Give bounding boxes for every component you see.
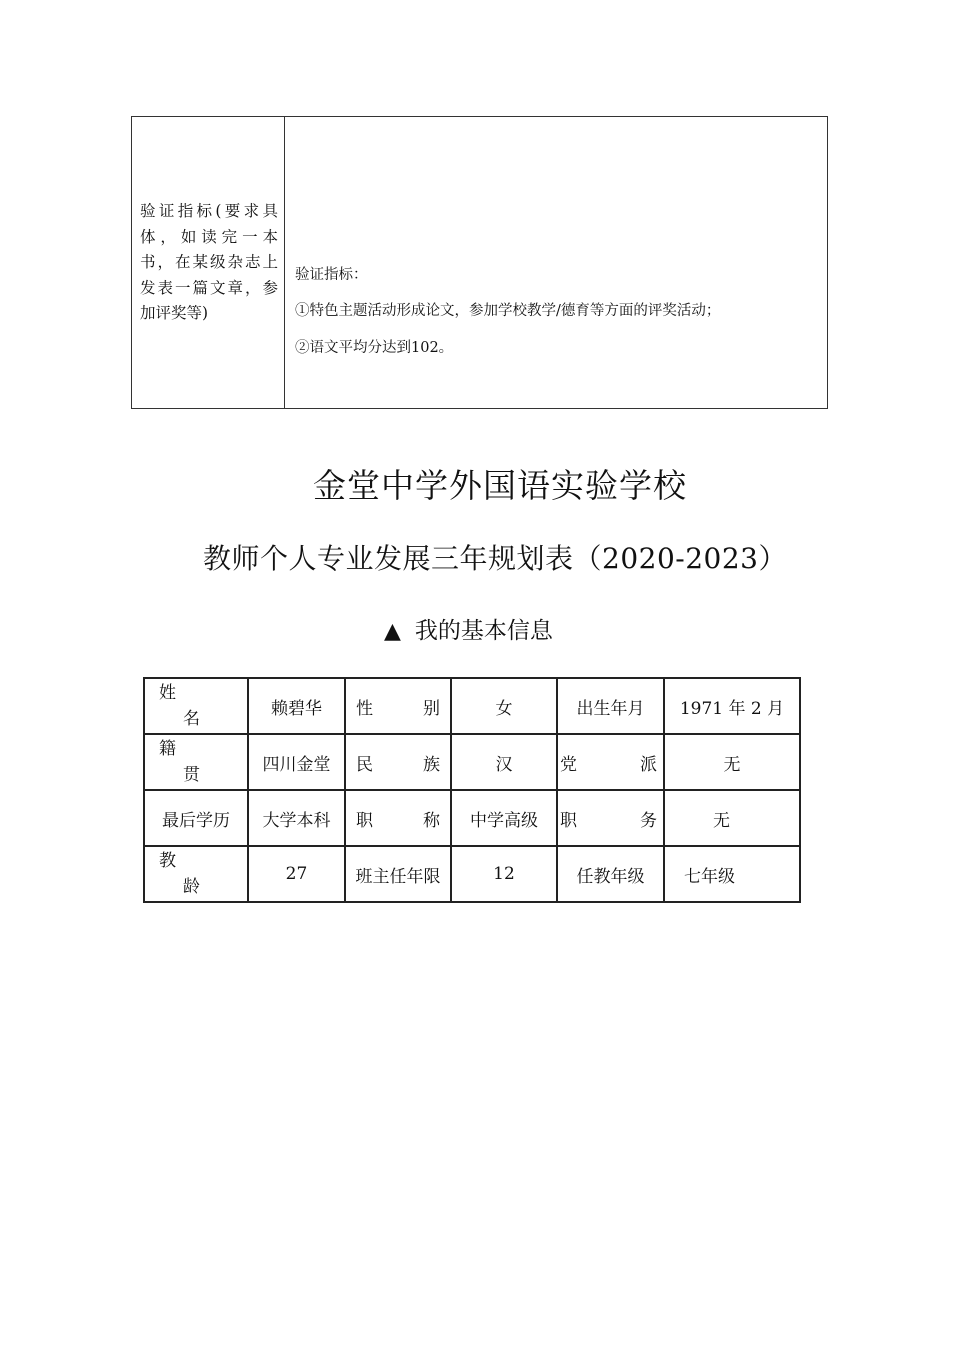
origin-label-1: 籍 <box>159 739 176 759</box>
title-label-cell <box>345 790 451 846</box>
verification-item-1: ①特色主题活动形成论文，参加学校教学/德育等方面的评奖活动； <box>295 303 721 319</box>
verification-table <box>131 116 828 409</box>
gender-label-1: 性 <box>356 698 373 719</box>
table-row <box>144 678 800 734</box>
party-label-1: 党 <box>560 754 577 775</box>
verification-label: 验证指标(要求具体，如读完一本书，在某级杂志上发表一篇文章，参加评奖等) <box>140 202 278 322</box>
origin-label-cell <box>144 734 248 790</box>
gender-label-2: 别 <box>423 698 440 719</box>
section-heading-text: 我的基本信息 <box>414 618 553 644</box>
position-label-1: 职 <box>560 810 577 831</box>
title-label-2: 称 <box>423 810 440 831</box>
party-value: 无 <box>664 734 800 790</box>
ethnic-label-1: 民 <box>356 754 373 775</box>
ethnic-value: 汉 <box>451 734 557 790</box>
verification-content-cell <box>285 117 828 409</box>
birth-value: 1971 年 2 月 <box>664 678 800 734</box>
origin-value: 四川金堂 <box>248 734 345 790</box>
table-row <box>144 846 800 902</box>
table-row <box>144 790 800 846</box>
teaching-age-value: 27 <box>248 846 345 902</box>
school-title: 金堂中学外国语实验学校 <box>313 466 687 505</box>
head-teacher-label: 班主任年限 <box>345 846 451 902</box>
position-value: 无 <box>664 790 800 846</box>
verification-heading: 验证指标： <box>295 267 368 283</box>
education-value: 大学本科 <box>248 790 345 846</box>
ethnic-label-cell <box>345 734 451 790</box>
triangle-icon: ▲ <box>384 619 401 644</box>
teaching-age-label-2: 龄 <box>183 877 200 897</box>
basic-info-table <box>143 677 801 903</box>
title-label-1: 职 <box>356 810 373 831</box>
position-label-2: 务 <box>640 810 657 831</box>
position-label-cell <box>557 790 664 846</box>
name-label-2: 名 <box>183 709 200 729</box>
teaching-age-label-cell <box>144 846 248 902</box>
origin-label-2: 贯 <box>183 765 200 785</box>
name-label-1: 姓 <box>159 683 176 703</box>
name-label-cell <box>144 678 248 734</box>
gender-value: 女 <box>451 678 557 734</box>
grade-label: 任教年级 <box>557 846 664 902</box>
head-teacher-value: 12 <box>451 846 557 902</box>
birth-label: 出生年月 <box>557 678 664 734</box>
party-label-cell <box>557 734 664 790</box>
table-row <box>144 734 800 790</box>
education-label: 最后学历 <box>144 790 248 846</box>
name-value: 赖碧华 <box>248 678 345 734</box>
title-value: 中学高级 <box>451 790 557 846</box>
plan-title: 教师个人专业发展三年规划表（2020-2023） <box>203 542 787 575</box>
grade-value: 七年级 <box>664 846 800 902</box>
teaching-age-label-1: 教 <box>159 851 176 871</box>
party-label-2: 派 <box>640 754 657 775</box>
verification-label-cell <box>132 117 285 409</box>
gender-label-cell <box>345 678 451 734</box>
verification-item-2: ②语文平均分达到102。 <box>295 340 454 356</box>
section-heading <box>384 612 553 651</box>
ethnic-label-2: 族 <box>423 754 440 775</box>
